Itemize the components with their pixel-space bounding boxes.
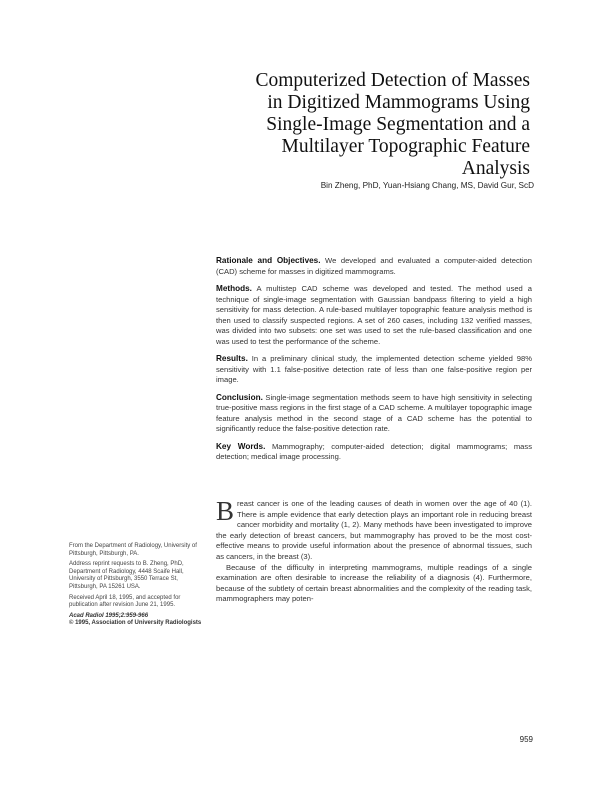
received-note: Received April 18, 1995, and accepted for publication after revision June 21, 1995.	[69, 594, 181, 609]
abstract-text: We developed and evaluated a computer-aided detection (CAD) scheme for masses in digitized mammograms.	[216, 256, 532, 276]
page-number: 959	[519, 735, 533, 744]
body-text	[216, 496, 532, 605]
title-line: Single-Image Segmentation and a	[266, 114, 530, 135]
sidenotes	[69, 543, 204, 631]
affiliation-note: From the Department of Radiology, University of Pittsburgh, Pittsburgh, PA.	[69, 543, 197, 557]
abstract-text: Mammography; computer-aided detection; digital mammograms; mass detection; medical image processing.	[216, 441, 532, 461]
abstract	[216, 256, 532, 470]
title-line: in Digitized Mammograms Using	[267, 92, 530, 113]
abstract-text: In a preliminary clinical study, the implemented detection scheme yielded 98% sensitivity with 1.1 false-positive detection rate of less than one false-positive region per image.	[216, 354, 532, 384]
title-line: Multilayer Topographic Feature	[281, 136, 530, 157]
copyright-note: © 1995, Association of University Radiologists	[69, 620, 202, 627]
reprint-note: Address reprint requests to B. Zheng, PhD, Department of Radiology, 4448 Scaife Hall, University of Pittsburgh, 3550 Terrace St, Pittsburgh, PA 15261 USA.	[69, 561, 184, 590]
drop-cap: B	[216, 496, 235, 526]
abstract-heading: Key Words.	[216, 441, 266, 451]
abstract-text: Single-image segmentation methods seem to have high sensitivity in selecting true-positive mass regions in the first stage of a CAD scheme. A multilayer topographic image feature analysis method in the second stage of a CAD scheme has the potential to significantly reduce the false-positive detection rate.	[216, 392, 532, 433]
key-words	[216, 442, 532, 463]
journal-citation: Acad Radiol 1995;2:959-966	[69, 612, 149, 619]
body-paragraph: Because of the difficulty in interpreting mammograms, multiple readings of a single examination are often desirable to increase the reliability of a diagnosis (4). Furthermore, because of the subtlety of certain breast abnormalities and the complexity of the reading task, mammographers may poten-	[216, 562, 532, 604]
abstract-results	[216, 354, 532, 386]
article-title	[180, 70, 530, 180]
abstract-methods	[216, 284, 532, 347]
abstract-conclusion	[216, 393, 532, 435]
abstract-rationale	[216, 256, 532, 277]
author-list: Bin Zheng, PhD, Yuan-Hsiang Chang, MS, David Gur, ScD	[320, 181, 534, 190]
title-line: Computerized Detection of Masses	[255, 70, 530, 91]
abstract-heading: Methods.	[216, 284, 252, 293]
title-line: Analysis	[461, 158, 530, 179]
abstract-heading: Rationale and Objectives.	[216, 256, 321, 265]
abstract-text: A multistep CAD scheme was developed and tested. The method used a technique of single-image segmentation with Gaussian bandpass filtering to yield a high sensitivity for mass detection. A rule-based multilayer topographic feature analysis method is then used to classify suspected regions. A set of 260 cases, including 132 verified masses, was divided into two subsets: one set was used to set the rule-based classification and one was used to test the performance of the scheme.	[216, 284, 532, 346]
body-paragraph-text: reast cancer is one of the leading causes of death in women over the age of 40 (1). There is ample evidence that early detection plays an important role in reducing breast cancer morbidity and mortality (1, 2). Many methods have been investigated to improve the early detection of breast cancers, but mammography has proved to be the most cost-effective means to provide useful information about the presence of abnormal tissues, such as cancers, in the breast (3).	[216, 499, 532, 561]
abstract-heading: Results.	[216, 354, 248, 363]
body-paragraph	[216, 496, 532, 563]
abstract-heading: Conclusion.	[216, 392, 263, 402]
